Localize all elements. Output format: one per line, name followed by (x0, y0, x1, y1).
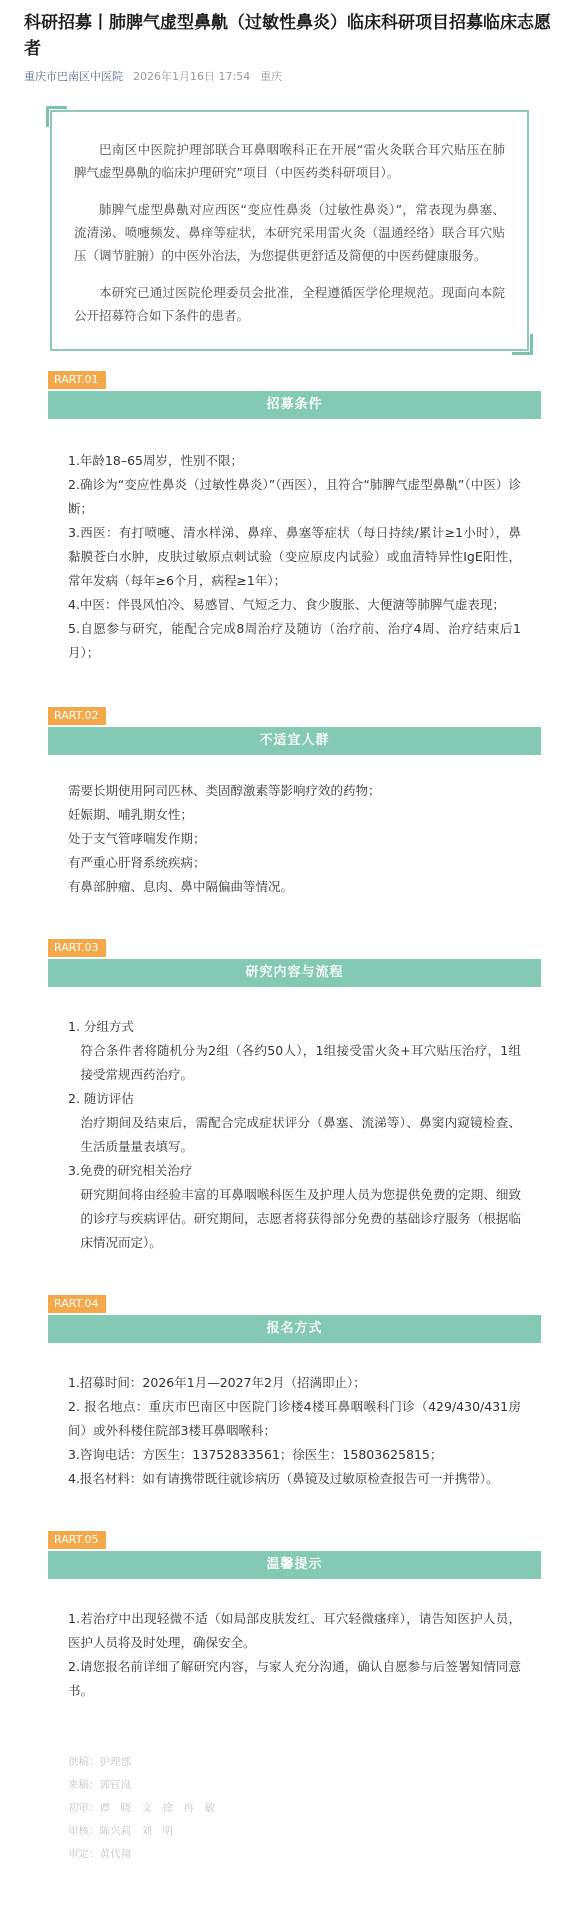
section-tag: RART.02 (48, 707, 106, 725)
intro-box (50, 110, 529, 351)
credit-line: 审定：黄代翔 (68, 1848, 131, 1860)
section-title: 报名方式 (48, 1315, 541, 1343)
article-meta (24, 68, 553, 84)
section-title: 招募条件 (48, 391, 541, 419)
article-title: 科研招募丨肺脾气虚型鼻鼽（过敏性鼻炎）临床科研项目招募临床志愿者 (24, 13, 551, 59)
list-item: 有鼻部肿瘤、息肉、鼻中隔偏曲等情况。 (68, 879, 294, 894)
credit-line: 审核：陈兴莉 刘 明 (68, 1825, 173, 1837)
paragraph: 符合条件者将随机分为2组（各约50人），1组接受雷火灸+耳穴贴压治疗，1组接受常规西药治疗。 (80, 1043, 521, 1082)
section-research-content (24, 939, 553, 1255)
section-tag: RART.05 (48, 1531, 106, 1549)
list-item: 妊娠期、哺乳期女性； (68, 807, 194, 822)
section-tag: RART.04 (48, 1295, 106, 1313)
list-item: 2.请您报名前详细了解研究内容，与家人充分沟通，确认自愿参与后签署知情同意书。 (68, 1659, 521, 1698)
subheading: 2. 随访评估 (68, 1091, 134, 1106)
subheading: 3.免费的研究相关治疗 (68, 1163, 193, 1178)
list-item: 3.咨询电话：方医生：13752833561；徐医生：15803625815； (68, 1447, 443, 1462)
list-item: 1.若治疗中出现轻微不适（如局部皮肤发红、耳穴轻微瘙痒），请告知医护人员，医护人员将及时处理，确保安全。 (68, 1611, 521, 1650)
list-item: 4.中医：伴畏风怕冷、易感冒、气短乏力、食少腹胀、大便溏等肺脾气虚表现； (68, 597, 505, 612)
list-item: 2. 报名地点：重庆市巴南区中医院门诊楼4楼耳鼻咽喉科门诊（429/430/431房间）或外科楼住院部3楼耳鼻咽喉科； (68, 1399, 521, 1438)
list-item: 1.招募时间：2026年1月—2027年2月（招满即止）； (68, 1375, 366, 1390)
credit-line: 来稿：郭钰岚 (68, 1779, 131, 1791)
credit-line: 初审：谭 晓 文 徐 冉 敏 (68, 1802, 215, 1814)
list-item: 1.年龄18–65周岁，性别不限； (68, 453, 243, 468)
section-recruit-conditions (24, 371, 553, 665)
subheading: 1. 分组方式 (68, 1019, 134, 1034)
intro-paragraph: 肺脾气虚型鼻鼽对应西医“变应性鼻炎（过敏性鼻炎）”，常表现为鼻塞、流清涕、喷嚏频发、鼻痒等症状，本研究采用雷火灸（温通经络）联合耳穴贴压（调节脏腑）的中医外治法，为您提供更舒适及简便的中医药健康服务。 (74, 202, 505, 263)
section-body (68, 449, 521, 665)
section-header (48, 1295, 541, 1345)
section-header (48, 707, 541, 757)
section-title: 不适宜人群 (48, 727, 541, 755)
section-body (68, 1371, 521, 1491)
list-item: 4.报名材料：如有请携带既往就诊病历（鼻镜及过敏原检查报告可一并携带）。 (68, 1471, 499, 1486)
list-item: 5.自愿参与研究，能配合完成8周治疗及随访（治疗前、治疗4周、治疗结束后1月）； (68, 621, 521, 660)
section-tag: RART.03 (48, 939, 106, 957)
section-title: 研究内容与流程 (48, 959, 541, 987)
list-item: 3.西医：有打喷嚏、清水样涕、鼻痒、鼻塞等症状（每日持续/累计≥1小时），鼻黏膜苍白水肿，皮肤过敏原点刺试验（变应原皮内试验）或血清特异性IgE阳性，常年发病（每年≥6个月，病程≥1年）； (68, 525, 521, 588)
section-body (68, 1607, 521, 1703)
list-item: 处于支气管哮喘发作期； (68, 831, 206, 846)
paragraph: 治疗期间及结束后，需配合完成症状评分（鼻塞、流涕等）、鼻窦内窥镜检查、生活质量量表填写。 (80, 1115, 521, 1154)
section-title: 温馨提示 (48, 1551, 541, 1579)
section-body (68, 779, 521, 899)
list-item: 2.确诊为“变应性鼻炎（过敏性鼻炎）”（西医），且符合“肺脾气虚型鼻鼽”（中医）诊断； (68, 477, 521, 516)
section-unsuitable-population (24, 707, 553, 899)
section-tag: RART.01 (48, 371, 106, 389)
list-item: 需要长期使用阿司匹林、类固醇激素等影响疗效的药物； (68, 783, 381, 798)
section-registration (24, 1295, 553, 1491)
intro-paragraph: 巴南区中医院护理部联合耳鼻咽喉科正在开展“雷火灸联合耳穴贴压在肺脾气虚型鼻鼽的临床护理研究”项目（中医药类科研项目）。 (74, 142, 505, 180)
section-header (48, 1531, 541, 1581)
list-item: 有严重心肝肾系统疾病； (68, 855, 206, 870)
section-tips (24, 1531, 553, 1703)
article-datetime: 2026年1月16日 17:54 (133, 70, 251, 83)
article-credits (68, 1751, 553, 1866)
credit-line: 供稿：护理部 (68, 1756, 131, 1768)
article-source-link[interactable]: 重庆市巴南区中医院 (24, 70, 123, 83)
article-location: 重庆 (260, 70, 283, 83)
section-body (68, 1015, 521, 1255)
section-header (48, 371, 541, 421)
section-header (48, 939, 541, 989)
paragraph: 研究期间将由经验丰富的耳鼻咽喉科医生及护理人员为您提供免费的定期、细致的诊疗与疾病评估。研究期间，志愿者将获得部分免费的基础诊疗服务（根据临床情况而定）。 (80, 1187, 521, 1250)
intro-paragraph: 本研究已通过医院伦理委员会批准，全程遵循医学伦理规范。现面向本院公开招募符合如下条件的患者。 (74, 285, 505, 323)
